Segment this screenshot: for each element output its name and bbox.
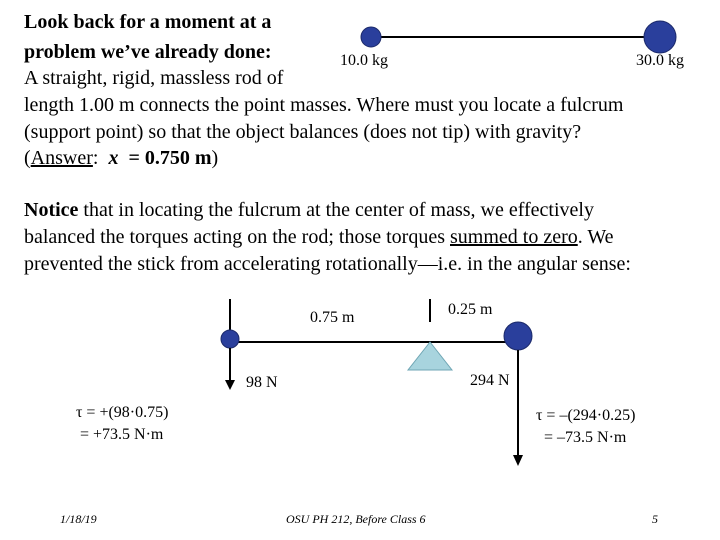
distance-left-label: 0.75 m (310, 309, 355, 326)
torque-left-line-1: τ = +(98·0.75) (76, 404, 169, 421)
notice-rest-1: that in locating the fulcrum at the center of mass, we effectively (78, 199, 594, 221)
top-mass-left (361, 27, 381, 47)
force-arrow-left-head (225, 380, 235, 390)
fulcrum-triangle (408, 342, 452, 370)
answer-variable: x (108, 147, 119, 169)
footer-date: 1/18/19 (60, 512, 97, 526)
answer-open: ( (24, 147, 31, 169)
lever-mass-right (504, 322, 532, 350)
force-right-label: 294 N (470, 372, 510, 389)
force-left-label: 98 N (246, 374, 278, 391)
intro-line-4: length 1.00 m connects the point masses. Where must you locate a fulcrum (24, 94, 624, 116)
torque-right-line-2: = –73.5 N·m (544, 429, 627, 446)
lever-mass-left (221, 330, 239, 348)
torque-left-line-2: = +73.5 N·m (80, 426, 164, 443)
torque-right-line-1: τ = –(294·0.25) (536, 407, 636, 424)
notice-line-3: prevented the stick from accelerating rotationally—i.e. in the angular sense: (24, 253, 631, 275)
notice-word: Notice (24, 199, 79, 221)
intro-line-2: problem we’ve already done: (24, 41, 272, 63)
intro-line-3: A straight, rigid, massless rod of (24, 67, 284, 89)
top-rod-figure (361, 21, 676, 53)
answer-label: Answer (30, 147, 93, 169)
answer-close: ) (211, 147, 219, 169)
intro-line-5: (support point) so that the object balances (does not tip) with gravity? (24, 121, 582, 143)
notice-line-2 (24, 225, 614, 249)
force-arrow-right-head (513, 455, 523, 466)
footer-course: OSU PH 212, Before Class 6 (286, 512, 426, 526)
notice-underlined: summed to zero (450, 226, 578, 248)
notice-line-1 (24, 198, 594, 222)
top-mass-right-label: 30.0 kg (636, 52, 684, 69)
intro-line-1: Look back for a moment at a (24, 11, 272, 33)
distance-right-label: 0.25 m (448, 301, 493, 318)
answer-colon: : (92, 147, 99, 169)
notice-line-2-end: . We (577, 226, 614, 248)
notice-line-2-text: balanced the torques acting on the rod; those torques (24, 226, 450, 248)
footer-page-number: 5 (652, 512, 658, 526)
answer-value: = 0.750 m (128, 147, 212, 169)
top-mass-left-label: 10.0 kg (340, 52, 388, 69)
